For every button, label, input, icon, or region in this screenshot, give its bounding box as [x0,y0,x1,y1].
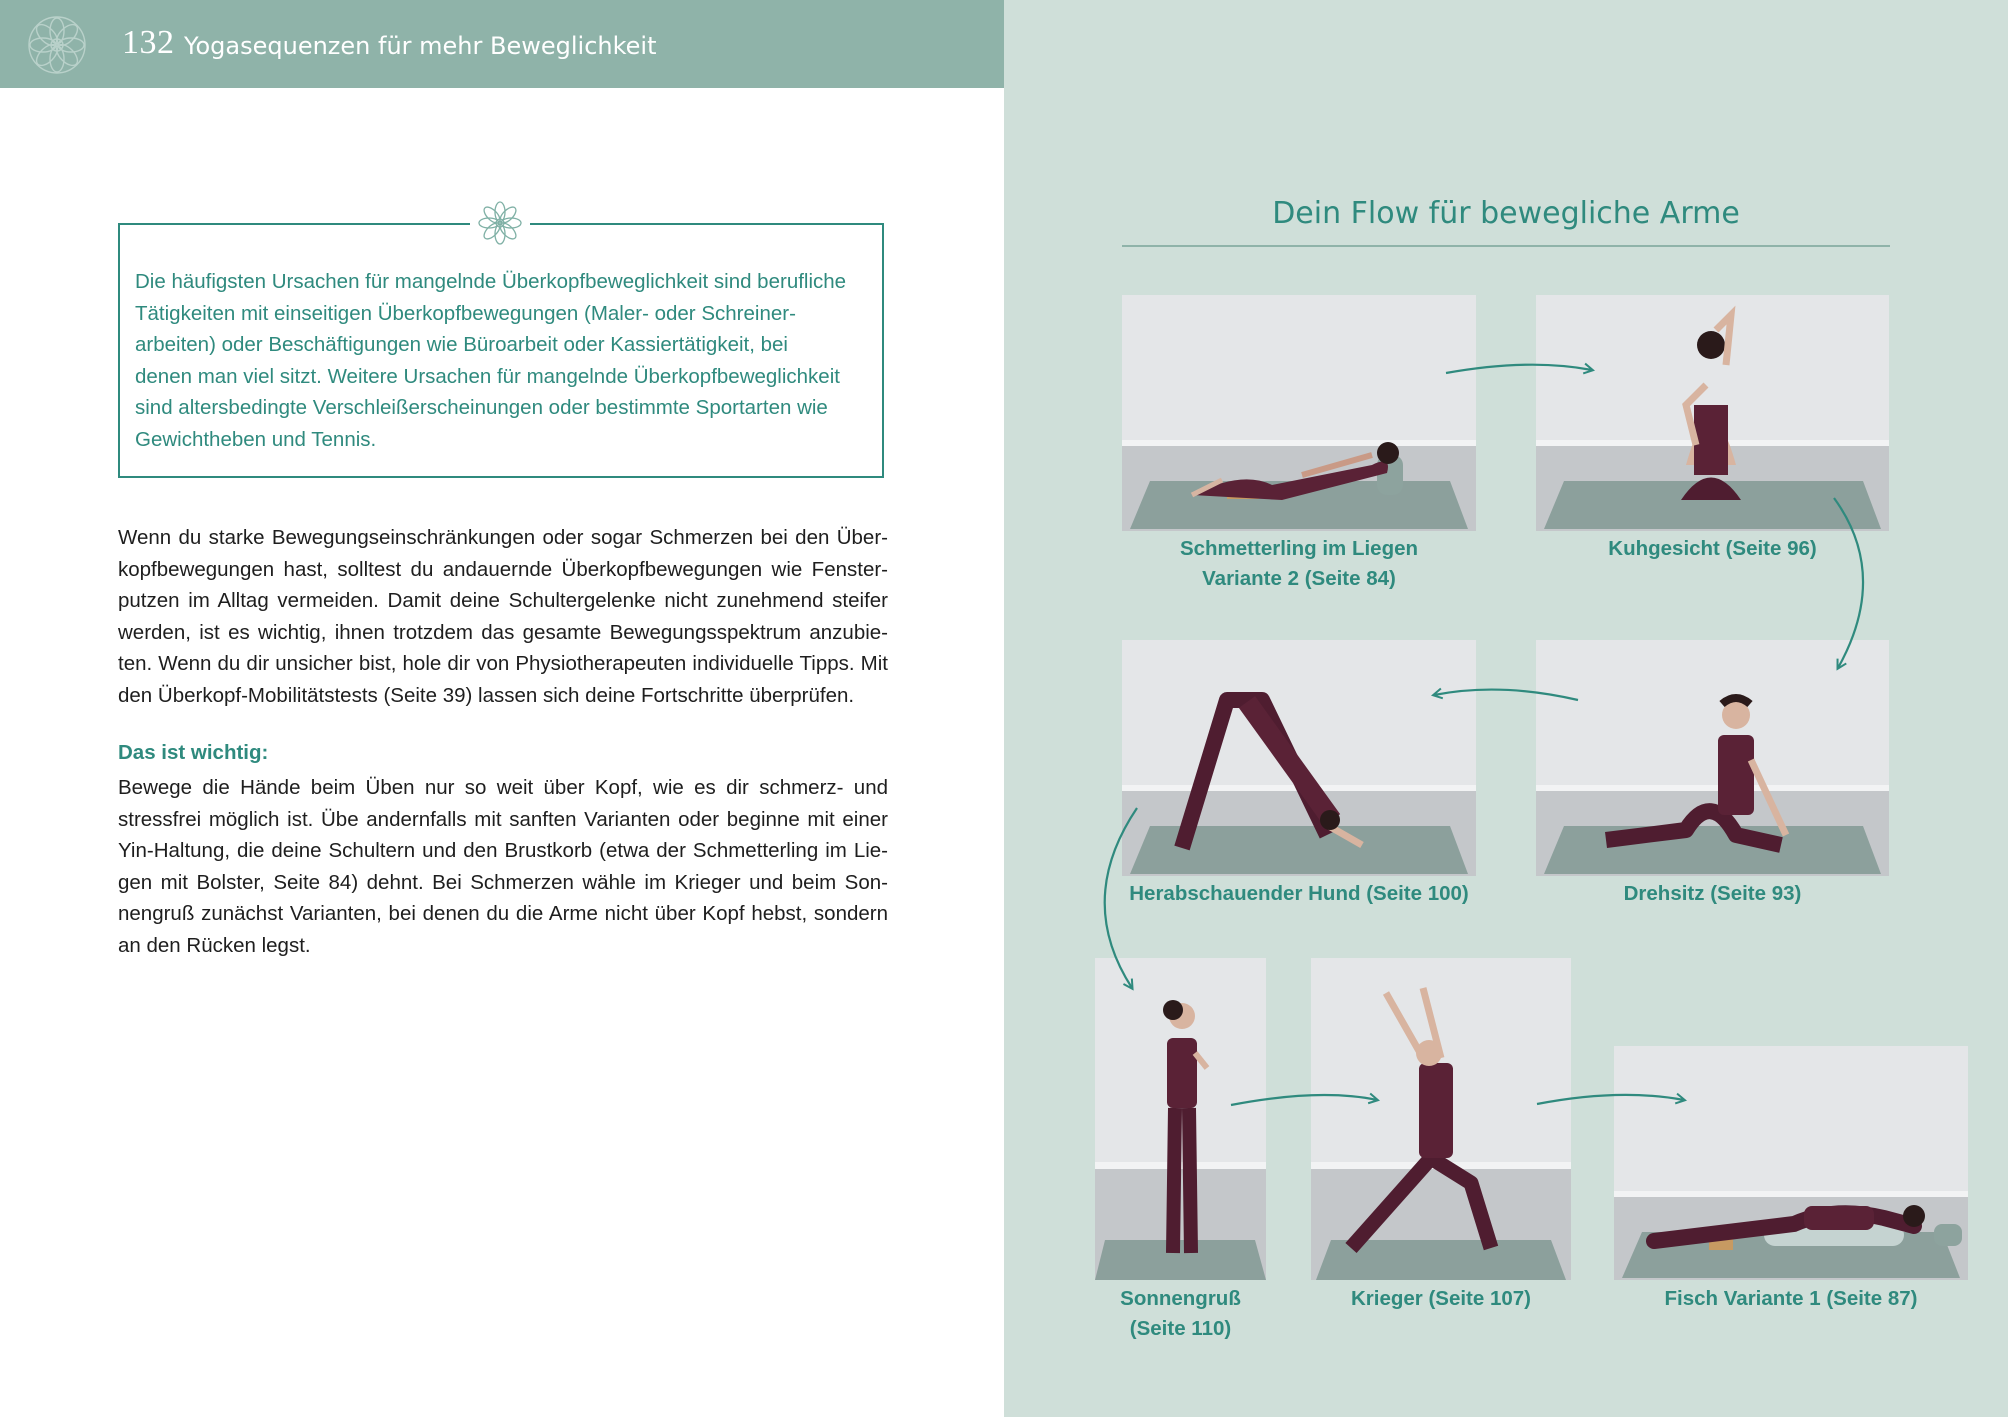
lotus-ornament-icon [477,198,523,248]
tip-line: nengruß zunächst Varianten, bei denen du die Arme nicht über Kopf hebst, sondern [118,902,888,925]
caption-line: Variante 2 (Seite 84) [1202,567,1396,590]
tip-line: Yin-Haltung, die deine Schultern und den Brustkorb (etwa der Schmetterling im Lie- [118,839,888,862]
pose-photo-herabschauender-hund [1122,640,1476,876]
tip-line: Bewege die Hände beim Üben nur so weit über Kopf, wie es dir schmerz- und [118,776,888,799]
pose-caption [1614,1284,1968,1314]
pose-caption [1100,879,1498,909]
body-line: Wenn du starke Bewegungseinschränkungen oder sogar Schmerzen bei den Über- [118,526,888,549]
pose-photo-kuhgesicht [1536,295,1889,531]
info-line: Die häufigsten Ursachen für mangelnde Überkopfbeweglichkeit sind berufliche [135,270,847,293]
pose-caption [1122,534,1476,594]
caption-line: Drehsitz (Seite 93) [1623,882,1802,905]
pose-photo-krieger [1311,958,1571,1280]
body-line: werden, ist es wichtig, ihnen trotzdem das gesamte Bewegungsspektrum anzubie- [118,620,888,644]
caption-line: Sonnengruß [1120,1287,1241,1310]
info-box-ornament [470,197,530,251]
info-box-text [135,266,875,455]
pose-caption [1080,1284,1281,1344]
pose-photo-drehsitz [1536,640,1889,876]
page-header [0,0,1004,88]
pose-caption [1536,534,1889,564]
info-line: arbeiten) oder Beschäftigungen wie Büroarbeit oder Kassiertätigkeit, bei [135,333,788,356]
info-line: sind altersbedingte Verschleißerscheinungen oder bestimmte Sportarten wie [135,396,828,419]
pose-photo-schmetterling [1122,295,1476,531]
body-line: putzen im Alltag vermeiden. Damit deine Schultergelenke nicht zunehmend steifer [118,589,888,612]
lotus-ornament-icon [26,14,88,76]
chapter-title: Yogasequenzen für mehr Beweglichkeit [184,32,657,60]
flow-title-rule [1122,245,1890,247]
caption-line: Kuhgesicht (Seite 96) [1608,537,1817,560]
body-line: den Überkopf-Mobilitätstests (Seite 39) lassen sich deine Fortschritte überprüfen. [118,683,855,707]
page-number: 132 [122,24,175,61]
body-paragraph [118,522,888,711]
pose-photo-fisch [1614,1046,1968,1280]
caption-line: Schmetterling im Liegen [1179,537,1419,560]
pose-photo-sonnengruss [1095,958,1266,1280]
pose-caption [1301,1284,1581,1314]
tip-heading: Das ist wichtig: [118,741,269,764]
info-line: Tätigkeiten mit einseitigen Überkopfbewegungen (Maler- oder Schreiner- [135,301,796,325]
body-line: kopfbewegungen hast, solltest du andauernde Überkopfbewegungen wie Fenster- [118,557,888,581]
info-line: denen man viel sitzt. Weitere Ursachen für mangelnde Überkopfbeweglichkeit [135,364,840,388]
flow-title: Dein Flow für bewegliche Arme [1272,196,1740,231]
tip-paragraph [118,772,888,961]
body-line: ten. Wenn du dir unsicher bist, hole dir von Physiotherapeuten individuelle Tipps. Mit [118,652,888,675]
caption-line: Herabschauender Hund (Seite 100) [1129,882,1469,905]
caption-line: Krieger (Seite 107) [1350,1287,1532,1310]
info-line: Gewichtheben und Tennis. [135,427,377,451]
tip-line: gen mit Bolster, Seite 84) dehnt. Bei Schmerzen wähle im Krieger und beim Son- [118,870,888,894]
pose-caption [1536,879,1889,909]
caption-line: (Seite 110) [1129,1317,1232,1340]
caption-line: Fisch Variante 1 (Seite 87) [1664,1287,1918,1310]
tip-line: an den Rücken legst. [118,933,311,957]
tip-line: stressfrei möglich ist. Übe andernfalls mit sanften Varianten oder beginne mit einer [118,807,888,831]
